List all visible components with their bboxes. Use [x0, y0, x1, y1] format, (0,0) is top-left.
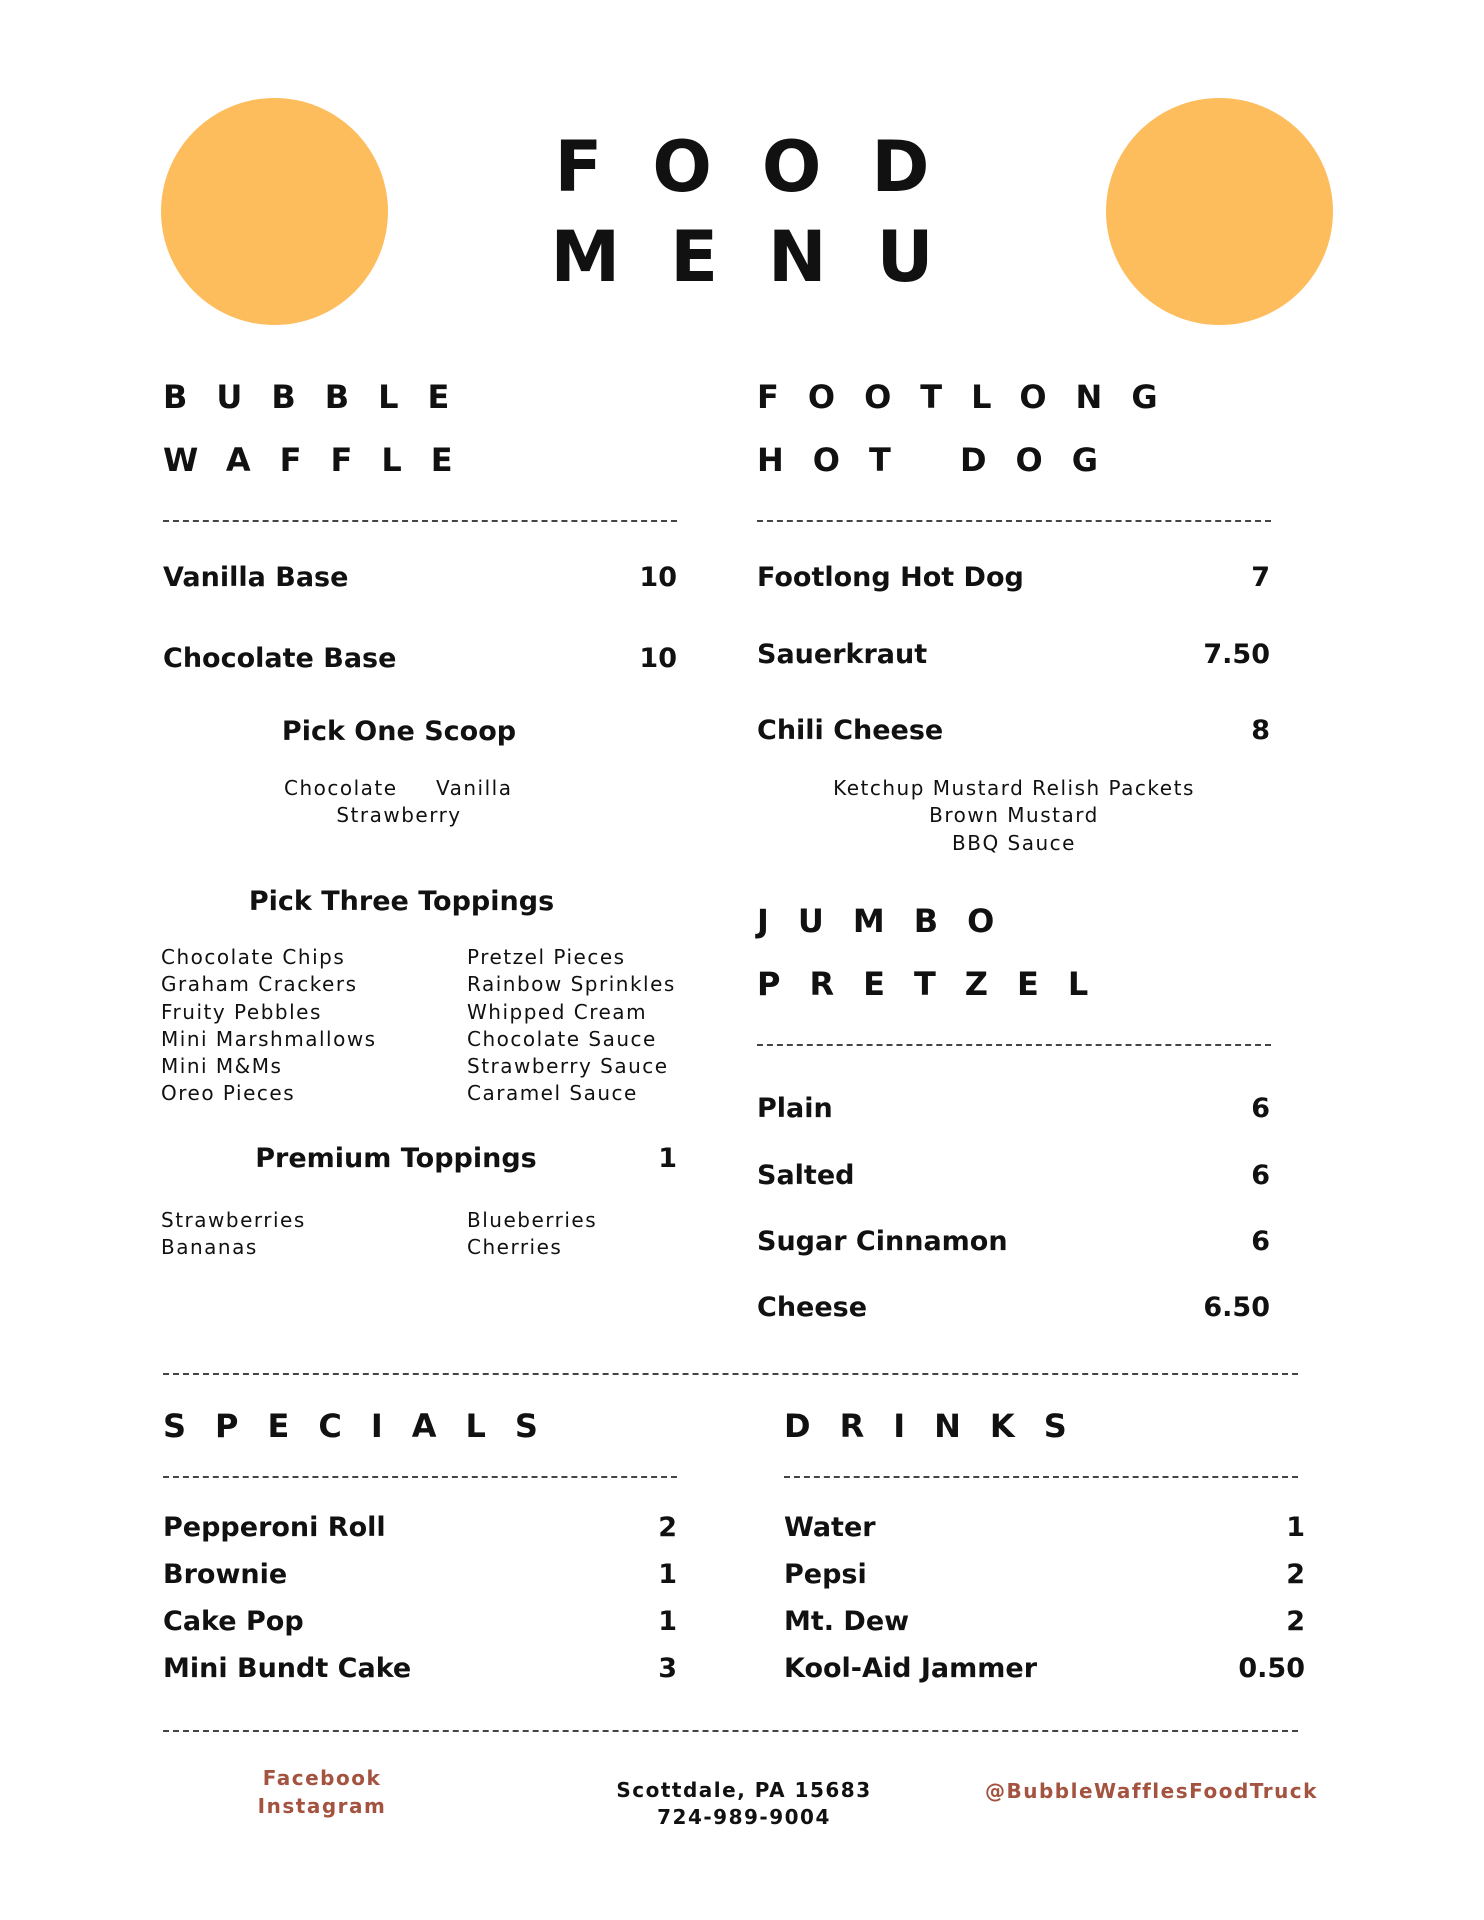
menu-item-price: 8 [1251, 715, 1270, 746]
premium-topping-item: Cherries [467, 1235, 563, 1259]
divider [163, 520, 677, 522]
topping-item: Oreo Pieces [161, 1081, 296, 1105]
divider [784, 1476, 1298, 1478]
menu-item-price: 3 [658, 1653, 677, 1684]
menu-item-name: Cake Pop [163, 1606, 304, 1637]
menu-item-price: 6 [1251, 1226, 1270, 1257]
premium-topping-item: Strawberries [161, 1208, 306, 1232]
condiment-item: Brown Mustard [929, 803, 1099, 827]
menu-item-price: 7 [1251, 562, 1270, 593]
menu-item-name: Cheese [757, 1292, 868, 1323]
topping-item: Chocolate Chips [161, 945, 346, 969]
menu-item-name: Chocolate Base [163, 643, 397, 674]
topping-item: Pretzel Pieces [467, 945, 626, 969]
social-handle[interactable]: @BubbleWafflesFoodTruck [985, 1779, 1318, 1803]
menu-item-name: Chili Cheese [757, 715, 944, 746]
scoop-option: Strawberry [336, 803, 462, 827]
condiment-item: BBQ Sauce [952, 831, 1076, 855]
menu-item-price: 6 [1251, 1160, 1270, 1191]
hot-dog-title-line-2: HOT DOG [757, 441, 1127, 479]
premium-toppings-price: 1 [658, 1143, 677, 1174]
drinks-title: DRINKS [784, 1407, 1096, 1445]
menu-item-name: Mt. Dew [784, 1606, 910, 1637]
toppings-heading: Pick Three Toppings [248, 886, 555, 917]
menu-item-price: 2 [1286, 1559, 1305, 1590]
divider [757, 1044, 1271, 1046]
phone-number: 724-989-9004 [657, 1805, 831, 1829]
scoop-option: Vanilla [436, 776, 513, 800]
menu-item-name: Plain [757, 1093, 833, 1124]
menu-item-name: Kool-Aid Jammer [784, 1653, 1038, 1684]
menu-item-price: 10 [639, 562, 677, 593]
topping-item: Rainbow Sprinkles [467, 972, 676, 996]
menu-item-name: Mini Bundt Cake [163, 1653, 412, 1684]
topping-item: Whipped Cream [467, 1000, 648, 1024]
menu-item-price: 1 [658, 1606, 677, 1637]
divider [163, 1476, 677, 1478]
address: Scottdale, PA 15683 [616, 1778, 872, 1802]
topping-item: Chocolate Sauce [467, 1027, 657, 1051]
menu-item-name: Vanilla Base [163, 562, 349, 593]
topping-item: Graham Crackers [161, 972, 358, 996]
premium-topping-item: Bananas [161, 1235, 258, 1259]
menu-title-line-2: MENU [550, 216, 984, 298]
topping-item: Mini M&Ms [161, 1054, 283, 1078]
menu-item-price: 2 [658, 1512, 677, 1543]
menu-item-name: Footlong Hot Dog [757, 562, 1024, 593]
menu-item-price: 0.50 [1238, 1653, 1305, 1684]
scoop-option: Chocolate [284, 776, 398, 800]
footer-divider [163, 1730, 1298, 1732]
section-divider [163, 1373, 1298, 1375]
bubble-waffle-title-line-1: BUBBLE [163, 378, 479, 416]
facebook-link[interactable]: Facebook [262, 1766, 382, 1790]
topping-item: Mini Marshmallows [161, 1027, 377, 1051]
menu-item-name: Sugar Cinnamon [757, 1226, 1008, 1257]
menu-item-price: 2 [1286, 1606, 1305, 1637]
menu-title-line-1: FOOD [554, 126, 980, 208]
instagram-link[interactable]: Instagram [257, 1794, 387, 1818]
menu-item-name: Brownie [163, 1559, 288, 1590]
topping-item: Fruity Pebbles [161, 1000, 322, 1024]
divider [757, 520, 1271, 522]
hot-dog-title-line-1: FOOTLONG [757, 378, 1187, 416]
menu-item-name: Pepperoni Roll [163, 1512, 386, 1543]
menu-item-price: 10 [639, 643, 677, 674]
menu-item-price: 7.50 [1203, 639, 1270, 670]
premium-topping-item: Blueberries [467, 1208, 598, 1232]
menu-item-price: 1 [1286, 1512, 1305, 1543]
bubble-waffle-title-line-2: WAFFLE [163, 441, 482, 479]
menu-item-name: Pepsi [784, 1559, 867, 1590]
menu-item-name: Sauerkraut [757, 639, 928, 670]
topping-item: Strawberry Sauce [467, 1054, 669, 1078]
menu-item-name: Salted [757, 1160, 855, 1191]
specials-title: SPECIALS [163, 1407, 567, 1445]
menu-item-price: 6.50 [1203, 1292, 1270, 1323]
condiment-item: Ketchup Mustard Relish Packets [833, 776, 1195, 800]
topping-item: Caramel Sauce [467, 1081, 638, 1105]
pretzel-title-line-1: JUMBO [757, 902, 1024, 940]
menu-item-price: 1 [658, 1559, 677, 1590]
menu-item-name: Water [784, 1512, 876, 1543]
menu-item-price: 6 [1251, 1093, 1270, 1124]
pretzel-title-line-2: PRETZEL [757, 965, 1118, 1003]
premium-toppings-heading: Premium Toppings [255, 1143, 537, 1174]
scoop-heading: Pick One Scoop [281, 716, 517, 747]
